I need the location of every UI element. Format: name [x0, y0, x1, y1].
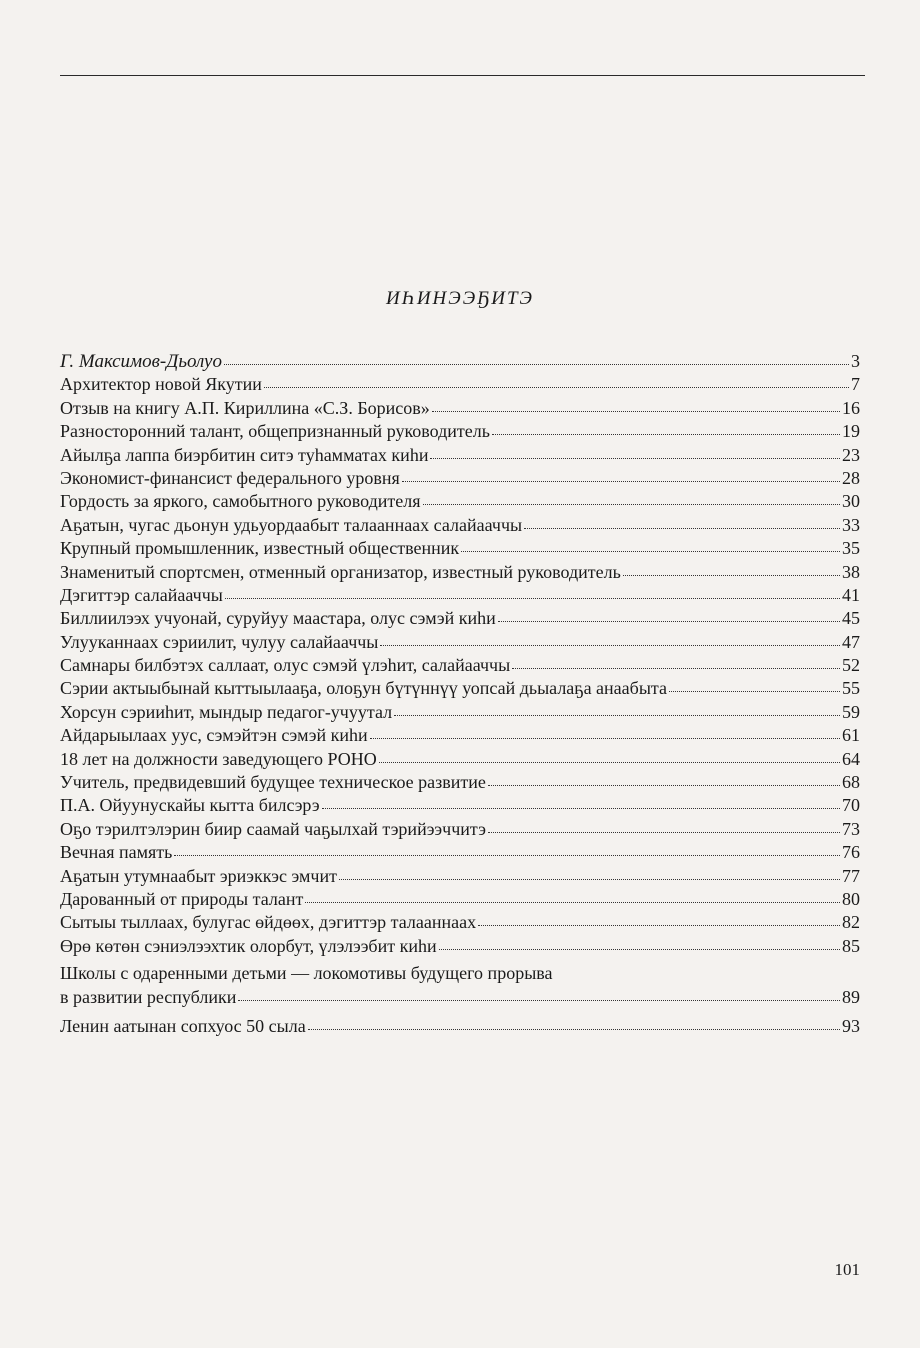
toc-entry-title: Учитель, предвидевший будущее техническое развитие — [60, 772, 486, 793]
toc-leader-dots — [174, 855, 840, 856]
toc-entry — [60, 584, 860, 607]
toc-leader-dots — [488, 785, 840, 786]
toc-entry-title: Разносторонний талант, общепризнанный руководитель — [60, 421, 490, 442]
toc-entry-title: Биллиилээх учуонай, суруйуу маастара, олус сэмэй киһи — [60, 608, 496, 629]
toc-entry — [60, 724, 860, 747]
toc-entry-title: Аҕатын, чугас дьонун удьуордаабыт талааннаах салайааччы — [60, 514, 523, 535]
toc-leader-dots — [498, 621, 840, 622]
toc-entry-title: Гордость за яркого, самобытного руководителя — [60, 491, 421, 512]
toc-entry — [60, 677, 860, 700]
toc-entry-page: 73 — [842, 818, 860, 839]
toc-entry — [60, 911, 860, 934]
toc-entry-page: 82 — [842, 912, 860, 933]
toc-entry-title: Самнары билбэтэх саллаат, олус сэмэй үлэһит, салайааччы — [60, 655, 511, 676]
toc-leader-dots — [512, 668, 840, 669]
toc-entry-title: 18 лет на должности заведующего РОНО — [60, 748, 377, 769]
toc-leader-dots — [439, 949, 840, 950]
toc-entry-title-line2: в развитии республики — [60, 986, 237, 1007]
toc-leader-dots — [264, 387, 849, 388]
toc-leader-dots — [524, 528, 840, 529]
toc-entry-page: 47 — [842, 631, 860, 652]
toc-entry-title: Оҕо тэрилтэлэрин биир саамай чаҕылхай тэрийээччитэ — [60, 818, 486, 839]
toc-leader-dots — [339, 879, 840, 880]
toc-entry-page: 61 — [842, 725, 860, 746]
toc-entry-page: 93 — [842, 1015, 860, 1036]
toc-entry — [60, 654, 860, 677]
toc-entry — [60, 537, 860, 560]
toc-entry-title: Аҕатын утумнаабыт эриэккэс эмчит — [60, 865, 337, 886]
toc-leader-dots — [225, 598, 840, 599]
toc-entry-page: 77 — [842, 865, 860, 886]
toc-entry-title: Вечная память — [60, 842, 173, 863]
toc-entry-page: 64 — [842, 748, 860, 769]
toc-entry — [60, 794, 860, 817]
toc-entry — [60, 935, 860, 958]
toc-entry-title: Экономист-финансист федерального уровня — [60, 467, 400, 488]
toc-leader-dots — [238, 1000, 840, 1001]
toc-leader-dots — [423, 504, 840, 505]
toc-entry — [60, 444, 860, 467]
toc-entry — [60, 888, 860, 911]
toc-entry-page: 28 — [842, 467, 860, 488]
toc-entry — [60, 561, 860, 584]
toc-leader-dots — [669, 691, 840, 692]
toc-entry-title: Дарованный от природы талант — [60, 888, 304, 909]
toc-entry-page: 16 — [842, 397, 860, 418]
toc-entry-page: 23 — [842, 444, 860, 465]
toc-entry-page: 55 — [842, 678, 860, 699]
toc-leader-dots — [492, 434, 840, 435]
toc-entry — [60, 818, 860, 841]
toc-leader-dots — [322, 808, 840, 809]
toc-entry-page: 76 — [842, 842, 860, 863]
toc-entry-title-line1: Школы с одаренными детьми — локомотивы будущего прорыва — [60, 963, 553, 984]
toc-entry-title: Крупный промышленник, известный общественник — [60, 538, 460, 559]
toc-leader-dots — [308, 1029, 840, 1030]
toc-entry-multiline — [60, 962, 860, 1009]
toc-leader-dots — [430, 458, 840, 459]
toc-entry-title: Улууканнаах сэриилит, чулуу салайааччы — [60, 631, 379, 652]
toc-leader-dots — [224, 364, 849, 365]
toc-entry — [60, 771, 860, 794]
toc-leader-dots — [394, 715, 840, 716]
table-of-contents — [60, 350, 860, 1038]
toc-entry-page: 68 — [842, 772, 860, 793]
toc-entry-page: 85 — [842, 935, 860, 956]
toc-entry-page: 38 — [842, 561, 860, 582]
toc-leader-dots — [623, 575, 840, 576]
toc-entry-page: 52 — [842, 655, 860, 676]
toc-entry — [60, 467, 860, 490]
toc-leader-dots — [432, 411, 840, 412]
top-divider — [60, 75, 865, 76]
toc-entry-page: 59 — [842, 701, 860, 722]
toc-leader-dots — [478, 925, 840, 926]
toc-entry-page: 80 — [842, 888, 860, 909]
toc-entry-title: Сытыы тыллаах, булугас өйдөөх, дэгиттэр талааннаах — [60, 912, 477, 933]
toc-entry-page: 7 — [851, 374, 860, 395]
toc-entry — [60, 607, 860, 630]
toc-entry-page: 33 — [842, 514, 860, 535]
toc-entry — [60, 841, 860, 864]
toc-leader-dots — [402, 481, 840, 482]
toc-entry-page: 3 — [851, 351, 860, 371]
toc-entry-title: Архитектор новой Якутии — [60, 374, 262, 395]
toc-entry — [60, 490, 860, 513]
page-number: 101 — [834, 1260, 860, 1279]
toc-leader-dots — [380, 645, 840, 646]
toc-entry-page: 30 — [842, 491, 860, 512]
toc-entry — [60, 701, 860, 724]
toc-entry — [60, 865, 860, 888]
toc-entry-title: Дэгиттэр салайааччы — [60, 584, 223, 605]
toc-entry — [60, 373, 860, 396]
toc-entry-page: 41 — [842, 584, 860, 605]
contents-heading: ИҺИНЭЭҔИТЭ — [386, 288, 534, 309]
toc-entry-title: Айылҕа лаппа биэрбитин ситэ туһамматах киһи — [60, 444, 429, 465]
toc-entry-title: Өрө көтөн сэниэлээхтик олорбут, үлэлээбит киһи — [60, 935, 437, 956]
toc-entry-page: 35 — [842, 538, 860, 559]
toc-entry-last — [60, 1015, 860, 1038]
toc-entry-page: 89 — [842, 986, 860, 1007]
toc-leader-dots — [379, 762, 840, 763]
toc-entry — [60, 514, 860, 537]
toc-entry-title: Знаменитый спортсмен, отменный организатор, известный руководитель — [60, 561, 621, 582]
toc-leader-dots — [488, 832, 840, 833]
toc-entry-title: Г. Максимов-Дьолуо — [60, 351, 222, 372]
toc-entry — [60, 748, 860, 771]
toc-leader-dots — [305, 902, 840, 903]
toc-entry-title: П.А. Ойуунускайы кытта билсэрэ — [60, 795, 320, 816]
toc-entry-page: 45 — [842, 608, 860, 629]
toc-entry-title: Сэрии актыыбынай кыттыылааҕа, олоҕун бүтүннүү уопсай дьыалаҕа анаабыта — [60, 678, 667, 699]
toc-list — [60, 350, 860, 958]
toc-entry-title: Ленин аатынан сопхуос 50 сыла — [60, 1015, 306, 1036]
toc-entry-title: Айдарыылаах уус, сэмэйтэн сэмэй киһи — [60, 725, 368, 746]
toc-leader-dots — [461, 551, 840, 552]
toc-entry-title: Хорсун сэрииһит, мындыр педагог-учуутал — [60, 701, 393, 722]
toc-entry-title: Отзыв на книгу А.П. Кириллина «С.З. Борисов» — [60, 397, 430, 418]
toc-entry — [60, 397, 860, 420]
toc-entry — [60, 350, 860, 373]
toc-entry-page: 19 — [842, 421, 860, 442]
toc-entry-page: 70 — [842, 795, 860, 816]
toc-entry — [60, 631, 860, 654]
toc-entry — [60, 420, 860, 443]
toc-leader-dots — [370, 738, 840, 739]
